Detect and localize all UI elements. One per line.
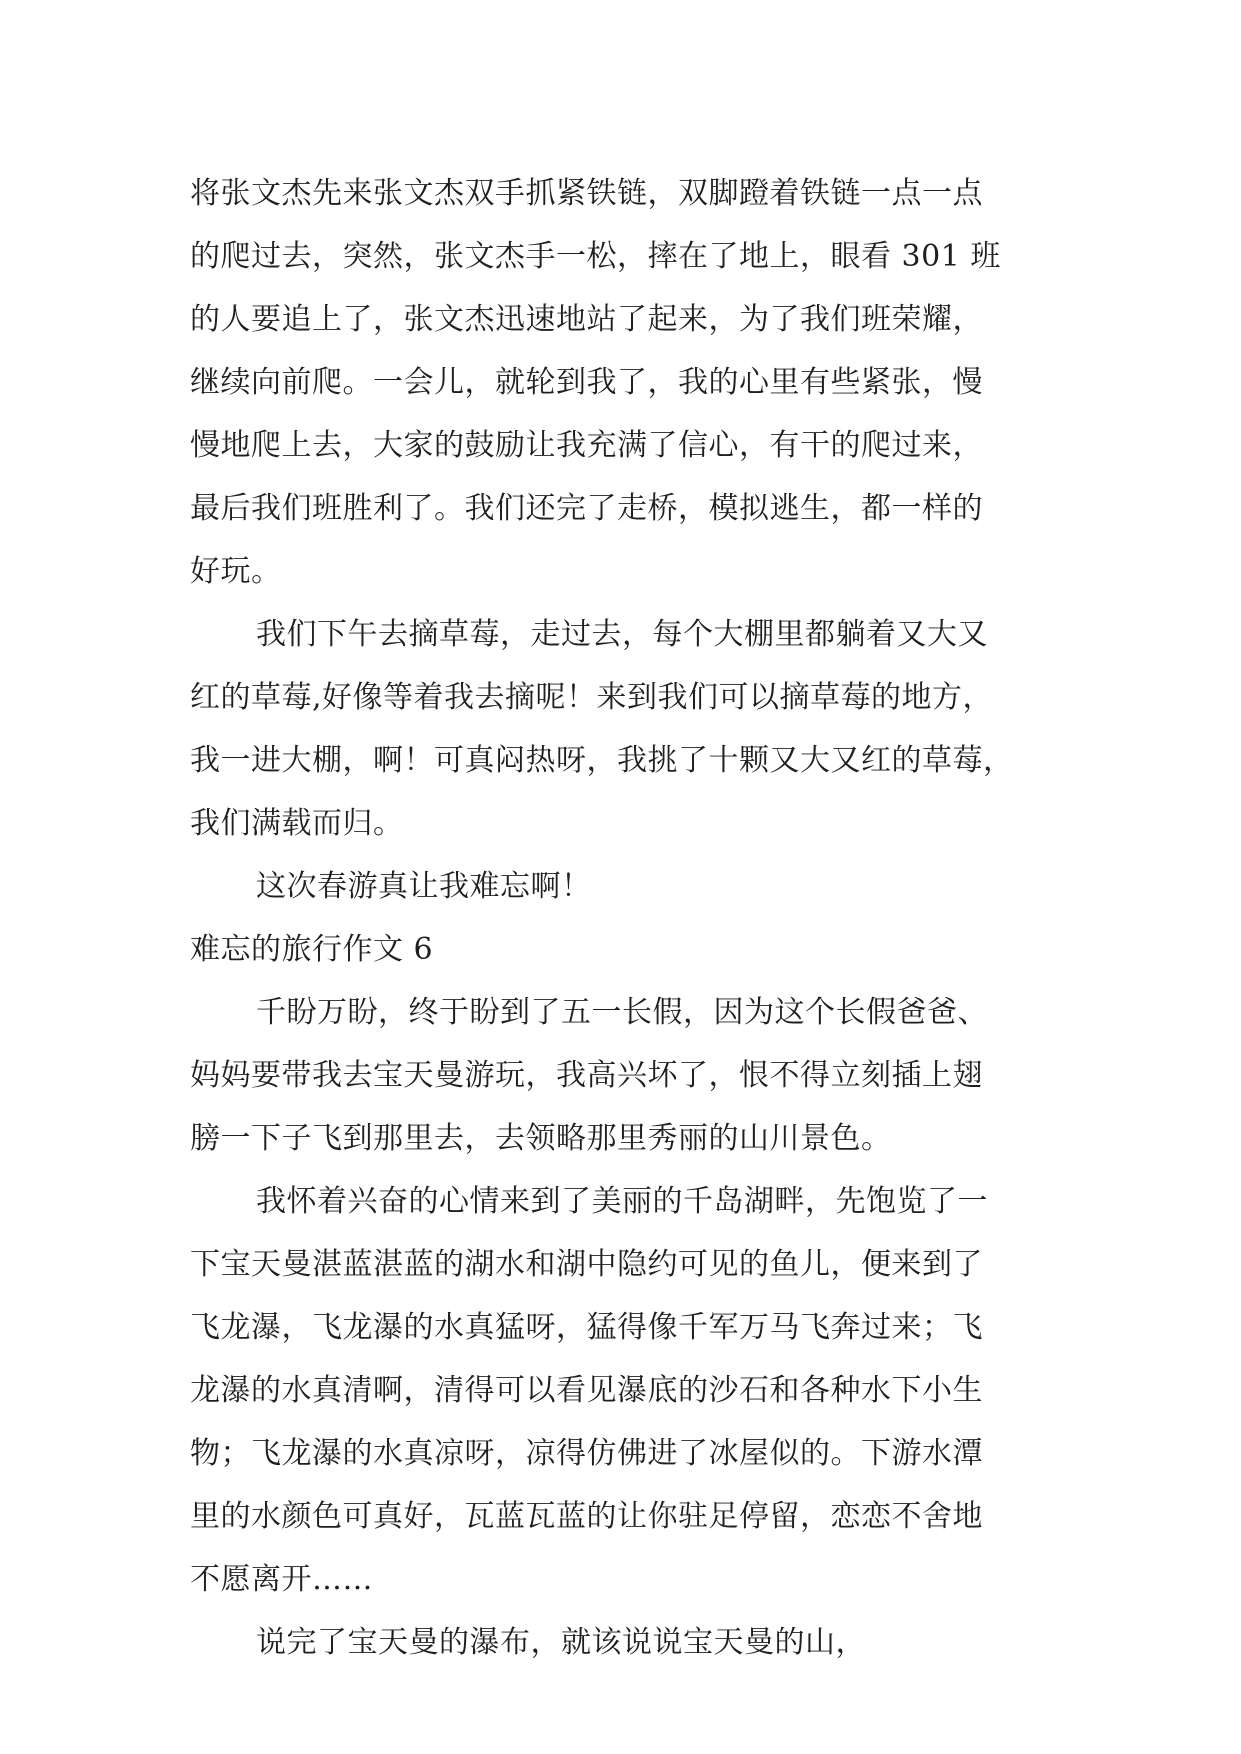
text-line: 妈妈要带我去宝天曼游玩，我高兴坏了，恨不得立刻插上翅 xyxy=(190,1058,983,1093)
text-line: 下宝天曼湛蓝湛蓝的湖水和湖中隐约可见的鱼儿，便来到了 xyxy=(190,1247,983,1282)
text-line: 里的水颜色可真好，瓦蓝瓦蓝的让你驻足停留，恋恋不舍地 xyxy=(190,1499,983,1534)
paragraph-start-line: 我们下午去摘草莓，走过去，每个大棚里都躺着又大又 xyxy=(256,617,988,652)
text-line: 龙瀑的水真清啊，清得可以看见瀑底的沙石和各种水下小生 xyxy=(190,1373,983,1408)
text-line: 红的草莓,好像等着我去摘呢！来到我们可以摘草莓的地方， xyxy=(190,680,994,715)
paragraph-start-line: 说完了宝天曼的瀑布，就该说说宝天曼的山， xyxy=(256,1625,866,1660)
text-line: 我们满载而归。 xyxy=(190,806,404,841)
text-line: 的人要追上了，张文杰迅速地站了起来，为了我们班荣耀， xyxy=(190,302,983,337)
paragraph-start-line: 千盼万盼，终于盼到了五一长假，因为这个长假爸爸、 xyxy=(256,995,988,1030)
text-line: 膀一下子飞到那里去，去领略那里秀丽的山川景色。 xyxy=(190,1121,892,1156)
text-line: 不愿离开…… xyxy=(190,1562,373,1597)
text-line: 将张文杰先来张文杰双手抓紧铁链，双脚蹬着铁链一点一点 xyxy=(190,176,983,211)
text-line: 继续向前爬。一会儿，就轮到我了，我的心里有些紧张，慢 xyxy=(190,365,983,400)
text-line: 物；飞龙瀑的水真凉呀，凉得仿佛进了冰屋似的。下游水潭 xyxy=(190,1436,983,1471)
text-line: 飞龙瀑，飞龙瀑的水真猛呀，猛得像千军万马飞奔过来；飞 xyxy=(190,1310,983,1345)
paragraph-start-line: 这次春游真让我难忘啊！ xyxy=(256,869,592,904)
document-body xyxy=(190,162,1050,1674)
text-line: 慢地爬上去，大家的鼓励让我充满了信心，有干的爬过来， xyxy=(190,428,983,463)
text-line: 的爬过去，突然，张文杰手一松，摔在了地上，眼看 301 班 xyxy=(190,239,1001,274)
section-heading: 难忘的旅行作文 6 xyxy=(190,932,434,967)
paragraph-start-line: 我怀着兴奋的心情来到了美丽的千岛湖畔，先饱览了一 xyxy=(256,1184,988,1219)
text-line: 好玩。 xyxy=(190,554,282,589)
text-line: 最后我们班胜利了。我们还完了走桥，模拟逃生，都一样的 xyxy=(190,491,983,526)
text-line: 我一进大棚，啊！可真闷热呀，我挑了十颗又大又红的草莓， xyxy=(190,743,1014,778)
